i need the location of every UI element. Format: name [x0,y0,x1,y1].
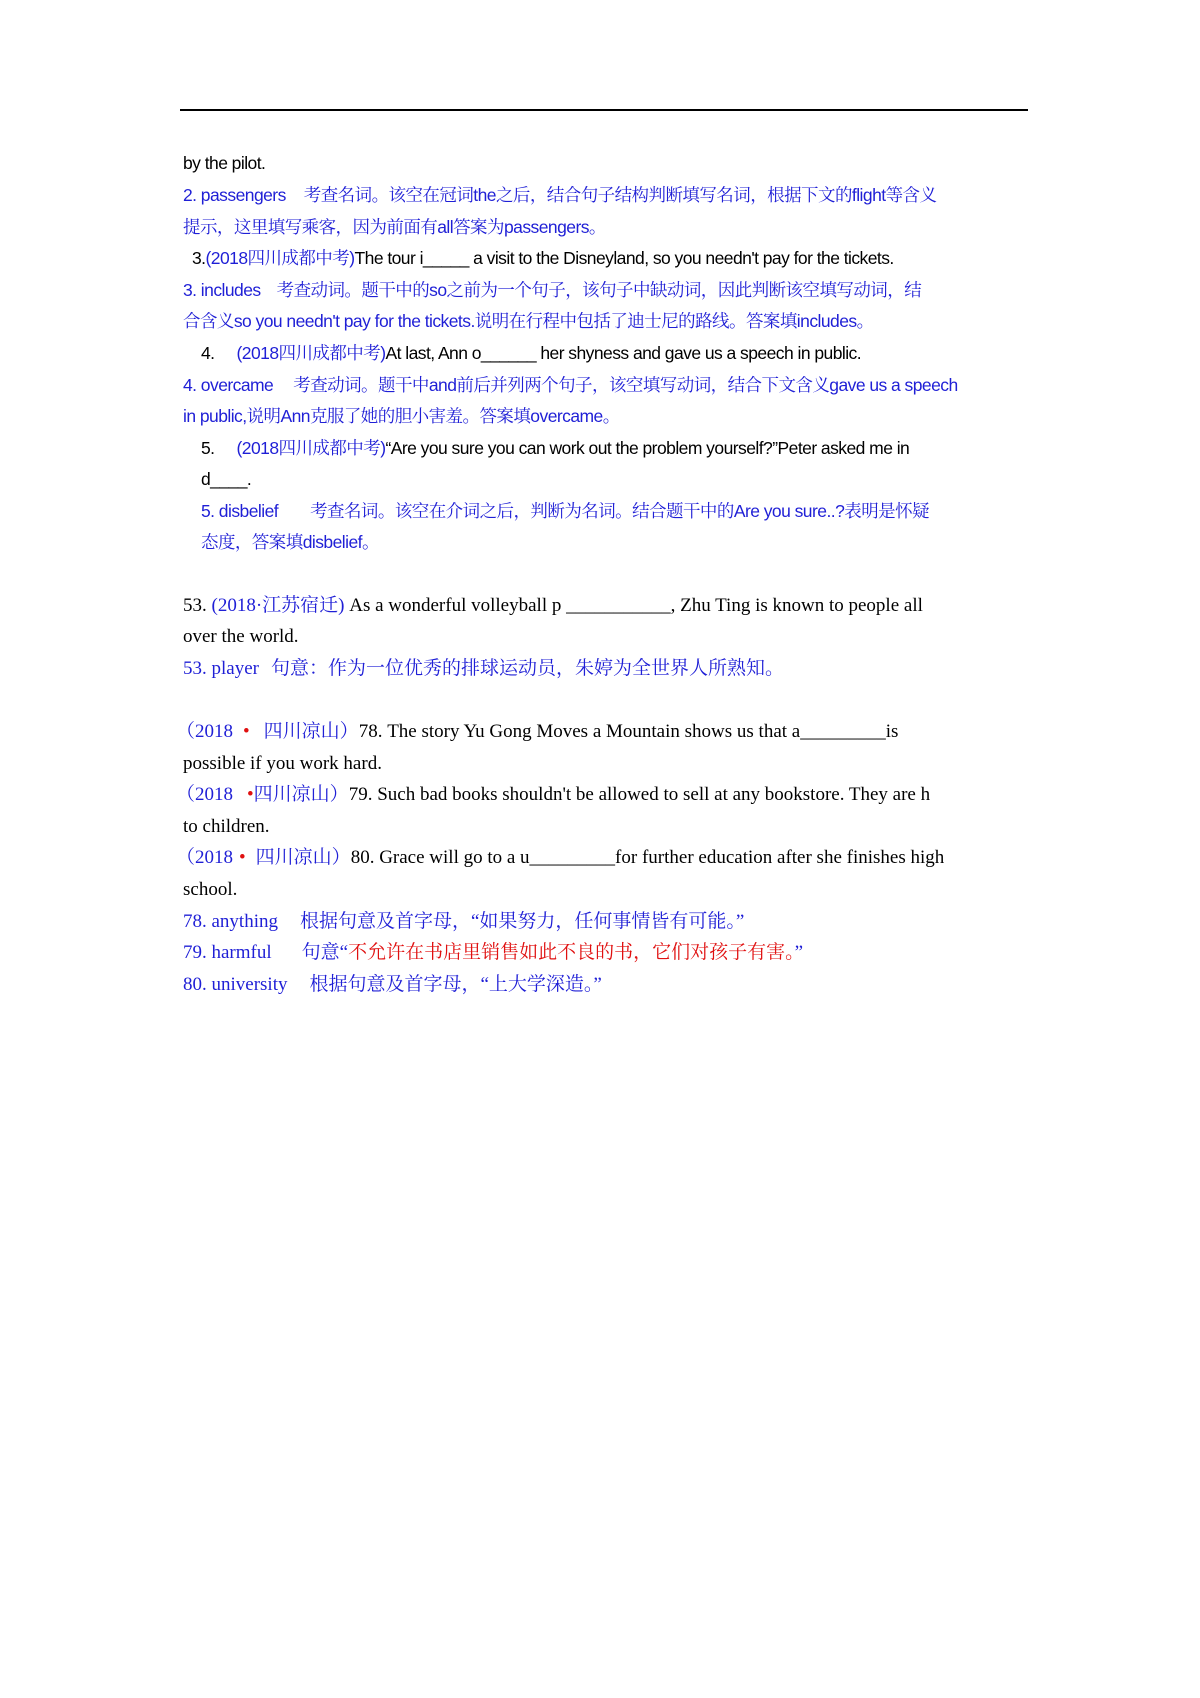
question-number: 53. [183,595,207,616]
answer-line [201,496,929,526]
answer-line [183,401,620,431]
answer-explanation: 考查名词。该空在介词之后，判断为名词。结合题干中的Are you sure..?表明是怀疑 [310,501,929,521]
answer-explanation: 提示，这里填写乘客，因为前面有all答案为passengers。 [183,217,606,237]
answer-explanation: ” [794,942,804,963]
answer-line [183,306,874,336]
question-text: 78. The story Yu Gong Moves a Mountain shows us that a_________is [358,721,899,742]
question-source: (2018四川成都中考) [236,438,386,458]
question-line [183,875,237,905]
answer-line [183,654,784,684]
question-line [201,433,909,463]
question-source: 四川凉山） [253,784,349,805]
answer-line [183,212,606,242]
question-source: (2018四川成都中考) [205,248,355,268]
answer-word: 79. harmful [183,942,272,963]
separator-dot: • [243,721,250,742]
question-text: The tour i_____ a visit to the Disneyland, so you needn't pay for the tickets. [354,248,894,268]
answer-word: 78. anything [183,911,278,932]
answer-explanation: in public,说明Ann克服了她的胆小害羞。答案填overcame。 [183,406,620,426]
question-source: （2018 [176,784,234,805]
question-number: 4. [201,343,215,363]
question-text: At last, Ann o______ her shyness and gave us a speech in public. [385,343,862,363]
question-source: 四川凉山） [263,721,359,742]
answer-explanation: 考查名词。该空在冠词the之后，结合句子结构判断填写名词，根据下文的flight等含义 [303,185,937,205]
answer-line [183,907,744,937]
answer-word: 80. university [183,974,288,995]
answer-line [183,938,803,968]
question-line [201,464,251,494]
question-line [183,749,382,779]
answer-explanation: 根据句意及首字母，“如果努力，任何事情皆有可能。” [300,911,745,932]
question-source: （2018 [176,721,234,742]
separator-dot: • [247,784,254,805]
question-line [201,338,861,368]
question-line [183,812,270,842]
question-line [176,843,944,873]
question-source: （2018 [176,847,234,868]
answer-explanation: 考查动词。题干中and前后并列两个句子，该空填写动词，结合下文含义gave us a speech [293,375,958,395]
question-text: possible if you work hard. [183,753,382,774]
question-text: d____. [201,469,252,489]
answer-explanation: 考查动词。题干中的so之前为一个句子，该句子中缺动词，因此判断该空填写动词，结 [276,280,922,300]
answer-word: 2. passengers [183,185,286,205]
question-text: school. [183,879,238,900]
header-rule [180,109,1028,111]
answer-explanation: 句意“ [301,942,349,963]
question-line [176,717,898,747]
text-line [183,148,265,178]
question-text: 80. Grace will go to a u_________for further education after she finishes high [350,847,945,868]
question-text: over the world. [183,626,299,647]
question-text: to children. [183,816,270,837]
answer-word: 53. player [183,658,259,679]
question-line [176,780,930,810]
question-number: 3. [192,248,206,268]
answer-word: 3. includes [183,280,261,300]
answer-line [183,970,602,1000]
answer-explanation: 句意：作为一位优秀的排球运动员，朱婷为全世界人所熟知。 [270,658,784,679]
question-source: 四川凉山） [255,847,351,868]
separator-dot: • [239,847,246,868]
question-text: 79. Such bad books shouldn't be allowed to sell at any bookstore. They are h [348,784,931,805]
answer-line [201,527,379,557]
answer-word: 4. overcame [183,375,274,395]
answer-word: 5. disbelief [201,501,279,521]
question-number: 5. [201,438,215,458]
question-line [183,622,299,652]
question-source: (2018·江苏宿迁) [211,595,345,616]
answer-line [183,275,921,305]
question-text: As a wonderful volleyball p ___________, Zhu Ting is known to people all [349,595,923,616]
answer-line [183,370,958,400]
answer-explanation-highlight: 不允许在书店里销售如此不良的书，它们对孩子有害。 [348,942,795,963]
continuation-text: by the pilot. [183,153,266,173]
question-line [183,591,923,621]
question-text: “Are you sure you can work out the problem yourself?”Peter asked me in [385,438,910,458]
answer-explanation: 根据句意及首字母，“上大学深造。” [309,974,602,995]
answer-line [183,180,936,210]
question-source: (2018四川成都中考) [236,343,386,363]
question-line [192,243,894,273]
answer-explanation: 合含义so you needn't pay for the tickets.说明在行程中包括了迪士尼的路线。答案填includes。 [183,311,874,331]
answer-explanation: 态度，答案填disbelief。 [201,532,379,552]
